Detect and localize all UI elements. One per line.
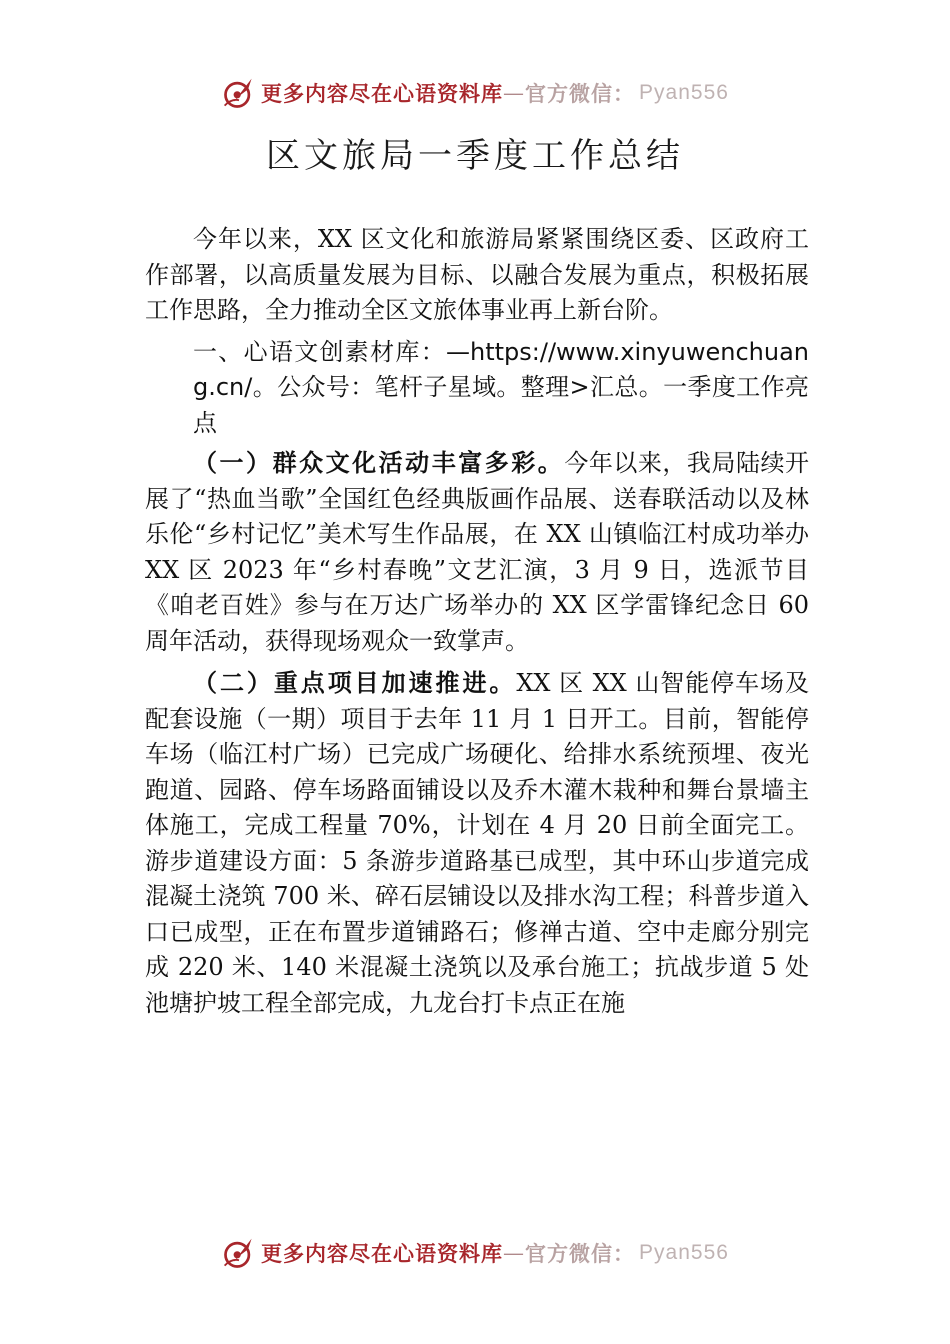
section-2-lead: （二）重点项目加速推进。 — [193, 668, 517, 697]
section-1-paragraph — [145, 445, 809, 659]
quill-logo-icon — [221, 75, 257, 111]
watermark-wechat-label: 官方微信： — [525, 81, 636, 106]
watermark-wechat-id: Pyan556 — [639, 1241, 729, 1264]
section-heading-1: 一、心语文创素材库：—https://www.xinyuwenchuang.cn/。公众号：笔杆子星域。整理>汇总。一季度工作亮点 — [193, 337, 809, 437]
watermark-wechat-label: 官方微信： — [525, 1241, 636, 1266]
document-title: 区文旅局一季度工作总结 — [266, 136, 684, 176]
watermark-separator: — — [503, 81, 526, 105]
intro-paragraph: 今年以来，XX 区文化和旅游局紧紧围绕区委、区政府工作部署，以高质量发展为目标、以融合发展为重点，积极拓展工作思路，全力推动全区文旅体事业再上新台阶。 — [145, 225, 809, 324]
section-1-body: 今年以来，我局陆续开展了“热血当歌”全国红色经典版画作品展、送春联活动以及林乐伦“乡村记忆”美术写生作品展，在 XX 山镇临江村成功举办 XX 区 2023 年“乡村春晚”文艺汇演，3 月 9 日，选派节目《咱老百姓》参与在万达广场举办的 XX 区学雷锋纪念日 60 周年活动，获得现场观众一致掌声。 — [145, 449, 810, 655]
section-2-body: XX 区 XX 山智能停车场及配套设施（一期）项目于去年 11 月 1 日开工。目前，智能停车场（临江村广场）已完成广场硬化、给排水系统预埋、夜光跑道、园路、停车场路面铺设以及乔木灌木栽种和舞台景墙主体施工，完成工程量 70%，计划在 4 月 20 日前全面完工。游步道建设方面：5 条游步道路基已成型，其中环山步道完成混凝土浇筑 700 米、碎石层铺设以及排水沟工程；科普步道入口已成型，正在布置步道铺路石；修禅古道、空中走廊分别完成 220 米、140 米混凝土浇筑以及承台施工；抗战步道 5 处池塘护坡工程全部完成，九龙台打卡点正在施 — [145, 669, 809, 1017]
section-1-lead: （一）群众文化活动丰富多彩。 — [193, 448, 565, 477]
header-watermark — [0, 73, 950, 113]
section-2-paragraph — [145, 665, 809, 1021]
document-body — [145, 222, 809, 1027]
footer-watermark — [0, 1233, 950, 1273]
watermark-wechat-id: Pyan556 — [639, 81, 729, 104]
watermark-brand: 更多内容尽在心语资料库 — [261, 1241, 504, 1266]
watermark-brand: 更多内容尽在心语资料库 — [261, 81, 504, 106]
quill-logo-icon — [221, 1235, 257, 1271]
watermark-separator: — — [503, 1241, 526, 1265]
